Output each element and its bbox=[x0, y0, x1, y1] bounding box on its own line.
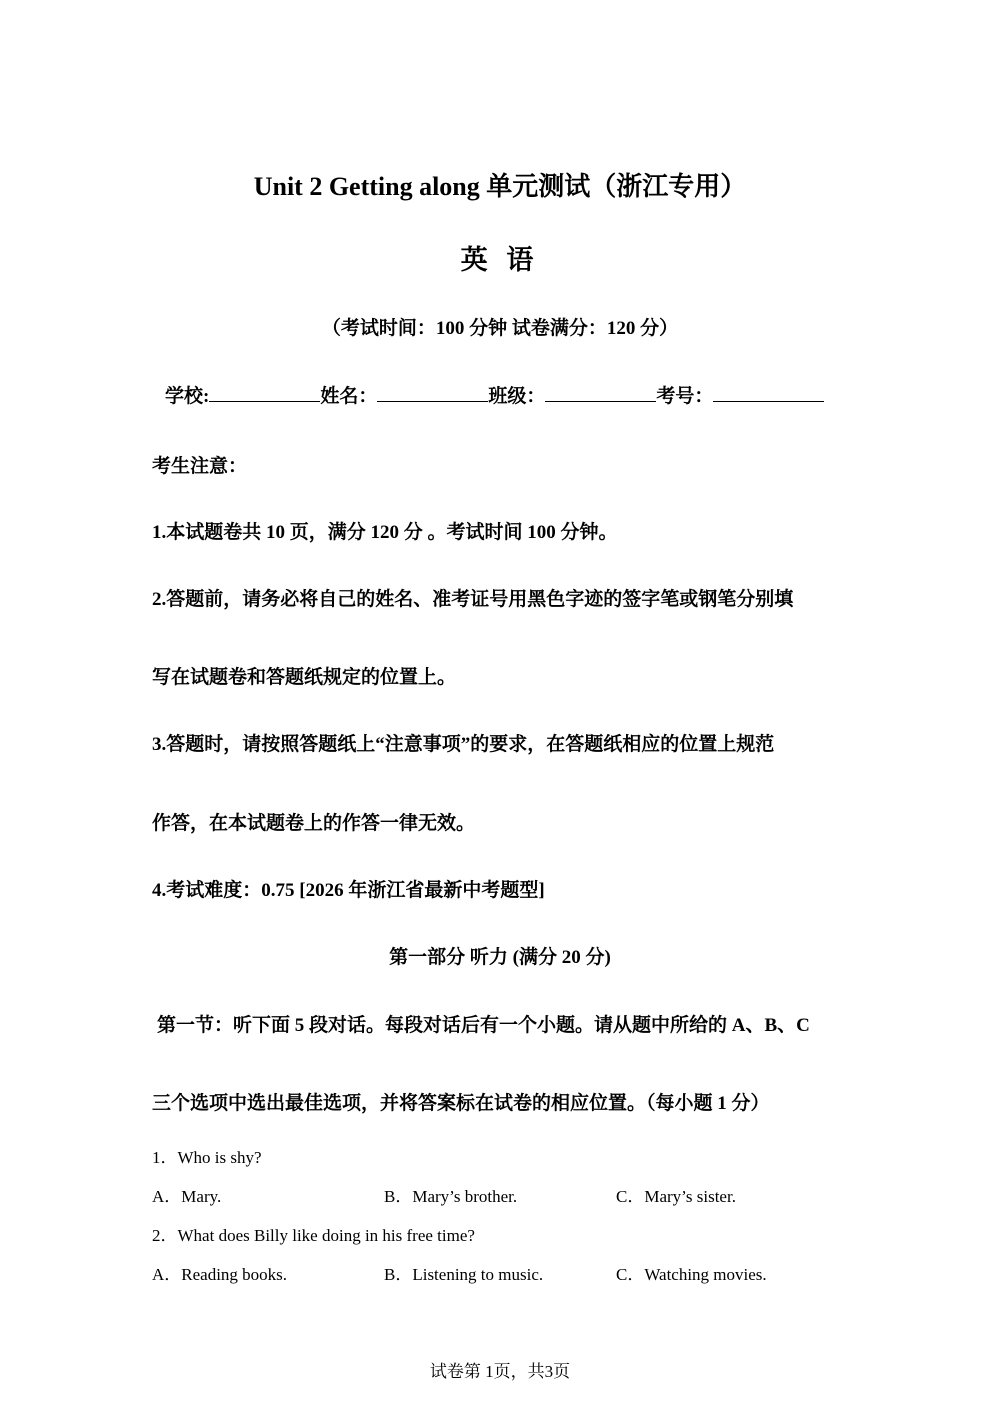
exam-info: （考试时间：100 分钟 试卷满分：120 分） bbox=[321, 318, 679, 339]
exam-number-label: 考号： bbox=[656, 386, 714, 407]
student-info-fields bbox=[165, 381, 824, 408]
notice-item-2-line-1: 2.答题前，请务必将自己的姓名、准考证号用黑色字迹的签字笔或钢笔分别填 bbox=[152, 589, 794, 610]
section1-instructions-line-2: 三个选项中选出最佳选项，并将答案标在试卷的相应位置。（每小题 1 分） bbox=[152, 1093, 770, 1114]
notice-item-4: 4.考试难度：0.75 [2026 年浙江省最新中考题型] bbox=[152, 880, 545, 901]
exam-title: Unit 2 Getting along 单元测试（浙江专用） bbox=[253, 172, 747, 201]
notice-item-1: 1.本试题卷共 10 页，满分 120 分 。考试时间 100 分钟。 bbox=[152, 522, 618, 543]
question-1-option-a[interactable]: A．Mary. bbox=[152, 1187, 222, 1206]
name-blank[interactable] bbox=[377, 383, 488, 402]
question-1-option-b[interactable]: B．Mary’s brother. bbox=[384, 1187, 518, 1206]
question-2-option-a[interactable]: A．Reading books. bbox=[152, 1265, 288, 1284]
part1-title: 第一部分 听力 (满分 20 分) bbox=[389, 947, 611, 968]
name-label: 姓名： bbox=[320, 386, 378, 407]
question-1-stem: 1．Who is shy? bbox=[152, 1148, 262, 1167]
question-2-option-c[interactable]: C．Watching movies. bbox=[616, 1265, 767, 1284]
class-blank[interactable] bbox=[545, 383, 656, 402]
class-label: 班级： bbox=[488, 386, 546, 407]
question-1-option-c[interactable]: C．Mary’s sister. bbox=[616, 1187, 736, 1206]
question-2-stem: 2．What does Billy like doing in his free time? bbox=[152, 1226, 475, 1245]
exam-number-blank[interactable] bbox=[713, 383, 824, 402]
school-label: 学校: bbox=[165, 386, 210, 407]
question-2-option-b[interactable]: B．Listening to music. bbox=[384, 1265, 544, 1284]
notice-item-3-line-2: 作答，在本试题卷上的作答一律无效。 bbox=[152, 813, 476, 834]
school-blank[interactable] bbox=[209, 383, 320, 402]
page-footer: 试卷第 1页，共3页 bbox=[429, 1362, 571, 1381]
subject-title: 英 语 bbox=[460, 245, 540, 275]
notice-item-3-line-1: 3.答题时，请按照答题纸上“注意事项”的要求，在答题纸相应的位置上规范 bbox=[152, 734, 775, 755]
notice-heading: 考生注意： bbox=[152, 456, 248, 477]
notice-item-2-line-2: 写在试题卷和答题纸规定的位置上。 bbox=[152, 667, 457, 688]
section1-instructions-line-1: 第一节：听下面 5 段对话。每段对话后有一个小题。请从题中所给的 A、B、C bbox=[157, 1015, 810, 1036]
